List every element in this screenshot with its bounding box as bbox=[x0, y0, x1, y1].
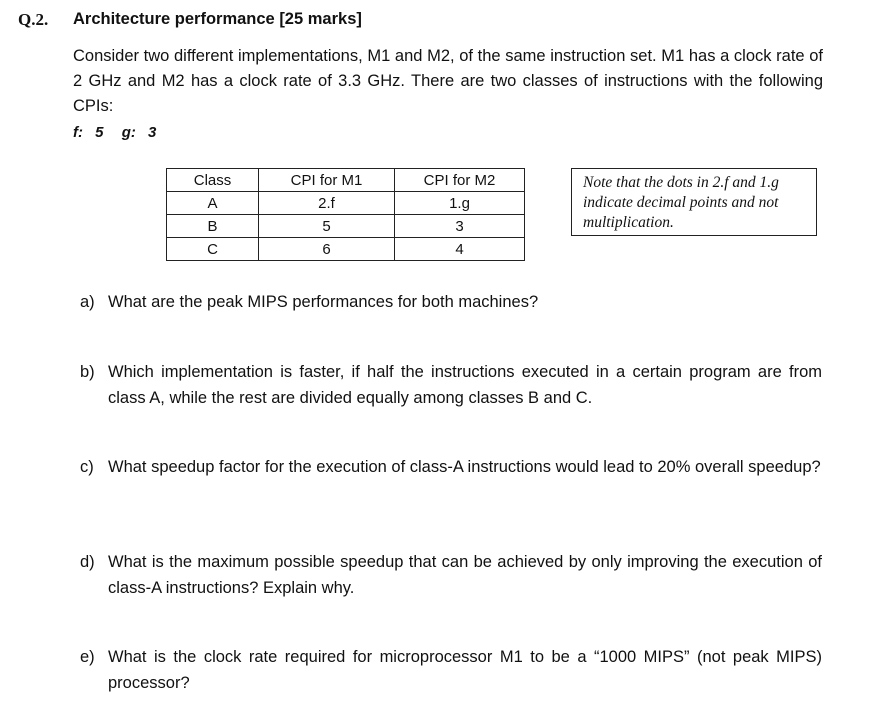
question-title: Architecture performance [25 marks] bbox=[73, 10, 362, 28]
part-text: What are the peak MIPS performances for both machines? bbox=[108, 293, 539, 311]
part-text: What is the maximum possible speedup that can be achieved by only improving the execution of class-A instructions? Explain why. bbox=[108, 553, 822, 597]
part-text: Which implementation is faster, if half the instructions executed in a certain program are from class A, while the rest are divided equally among classes B and C. bbox=[108, 363, 822, 407]
part-text: What speedup factor for the execution of class-A instructions would lead to 20% overall speedup? bbox=[108, 458, 821, 476]
table-cell: 3 bbox=[395, 215, 525, 238]
cpi-table bbox=[166, 168, 525, 261]
g-label: g: bbox=[121, 124, 136, 141]
table-cell: 6 bbox=[259, 238, 395, 261]
header-cpi-m1: CPI for M1 bbox=[259, 169, 395, 192]
part-d bbox=[80, 549, 822, 601]
part-text: What is the clock rate required for microprocessor M1 to be a “1000 MIPS” (not peak MIPS) processor? bbox=[108, 648, 822, 692]
question-number: Q.2. bbox=[18, 10, 49, 29]
header-class: Class bbox=[167, 169, 259, 192]
table-cell: B bbox=[167, 215, 259, 238]
part-label: e) bbox=[80, 648, 95, 666]
table-row bbox=[167, 192, 525, 215]
part-b bbox=[80, 359, 822, 411]
table-row bbox=[167, 238, 525, 261]
f-label: f: bbox=[73, 124, 83, 141]
note-box: Note that the dots in 2.f and 1.g indicate decimal points and not multiplication. bbox=[571, 168, 817, 236]
part-label: d) bbox=[80, 553, 95, 571]
question-intro: Consider two different implementations, M1 and M2, of the same instruction set. M1 has a clock rate of 2 GHz and M2 has a clock rate of 3.3 GHz. There are two classes of instructions with the following CPIs: bbox=[73, 47, 823, 115]
table-cell: 1.g bbox=[395, 192, 525, 215]
header-cpi-m2: CPI for M2 bbox=[395, 169, 525, 192]
table-header-row bbox=[167, 169, 525, 192]
part-label: a) bbox=[80, 293, 95, 311]
table-cell: 4 bbox=[395, 238, 525, 261]
table-row bbox=[167, 215, 525, 238]
part-label: c) bbox=[80, 458, 94, 476]
table-cell: 2.f bbox=[259, 192, 395, 215]
g-value: 3 bbox=[148, 124, 157, 141]
part-label: b) bbox=[80, 363, 95, 381]
table-cell: A bbox=[167, 192, 259, 215]
table-cell: 5 bbox=[259, 215, 395, 238]
part-c bbox=[80, 454, 822, 480]
part-e bbox=[80, 644, 822, 696]
f-value: 5 bbox=[95, 124, 104, 141]
parameter-values bbox=[73, 124, 156, 141]
table-cell: C bbox=[167, 238, 259, 261]
part-a bbox=[80, 289, 822, 315]
